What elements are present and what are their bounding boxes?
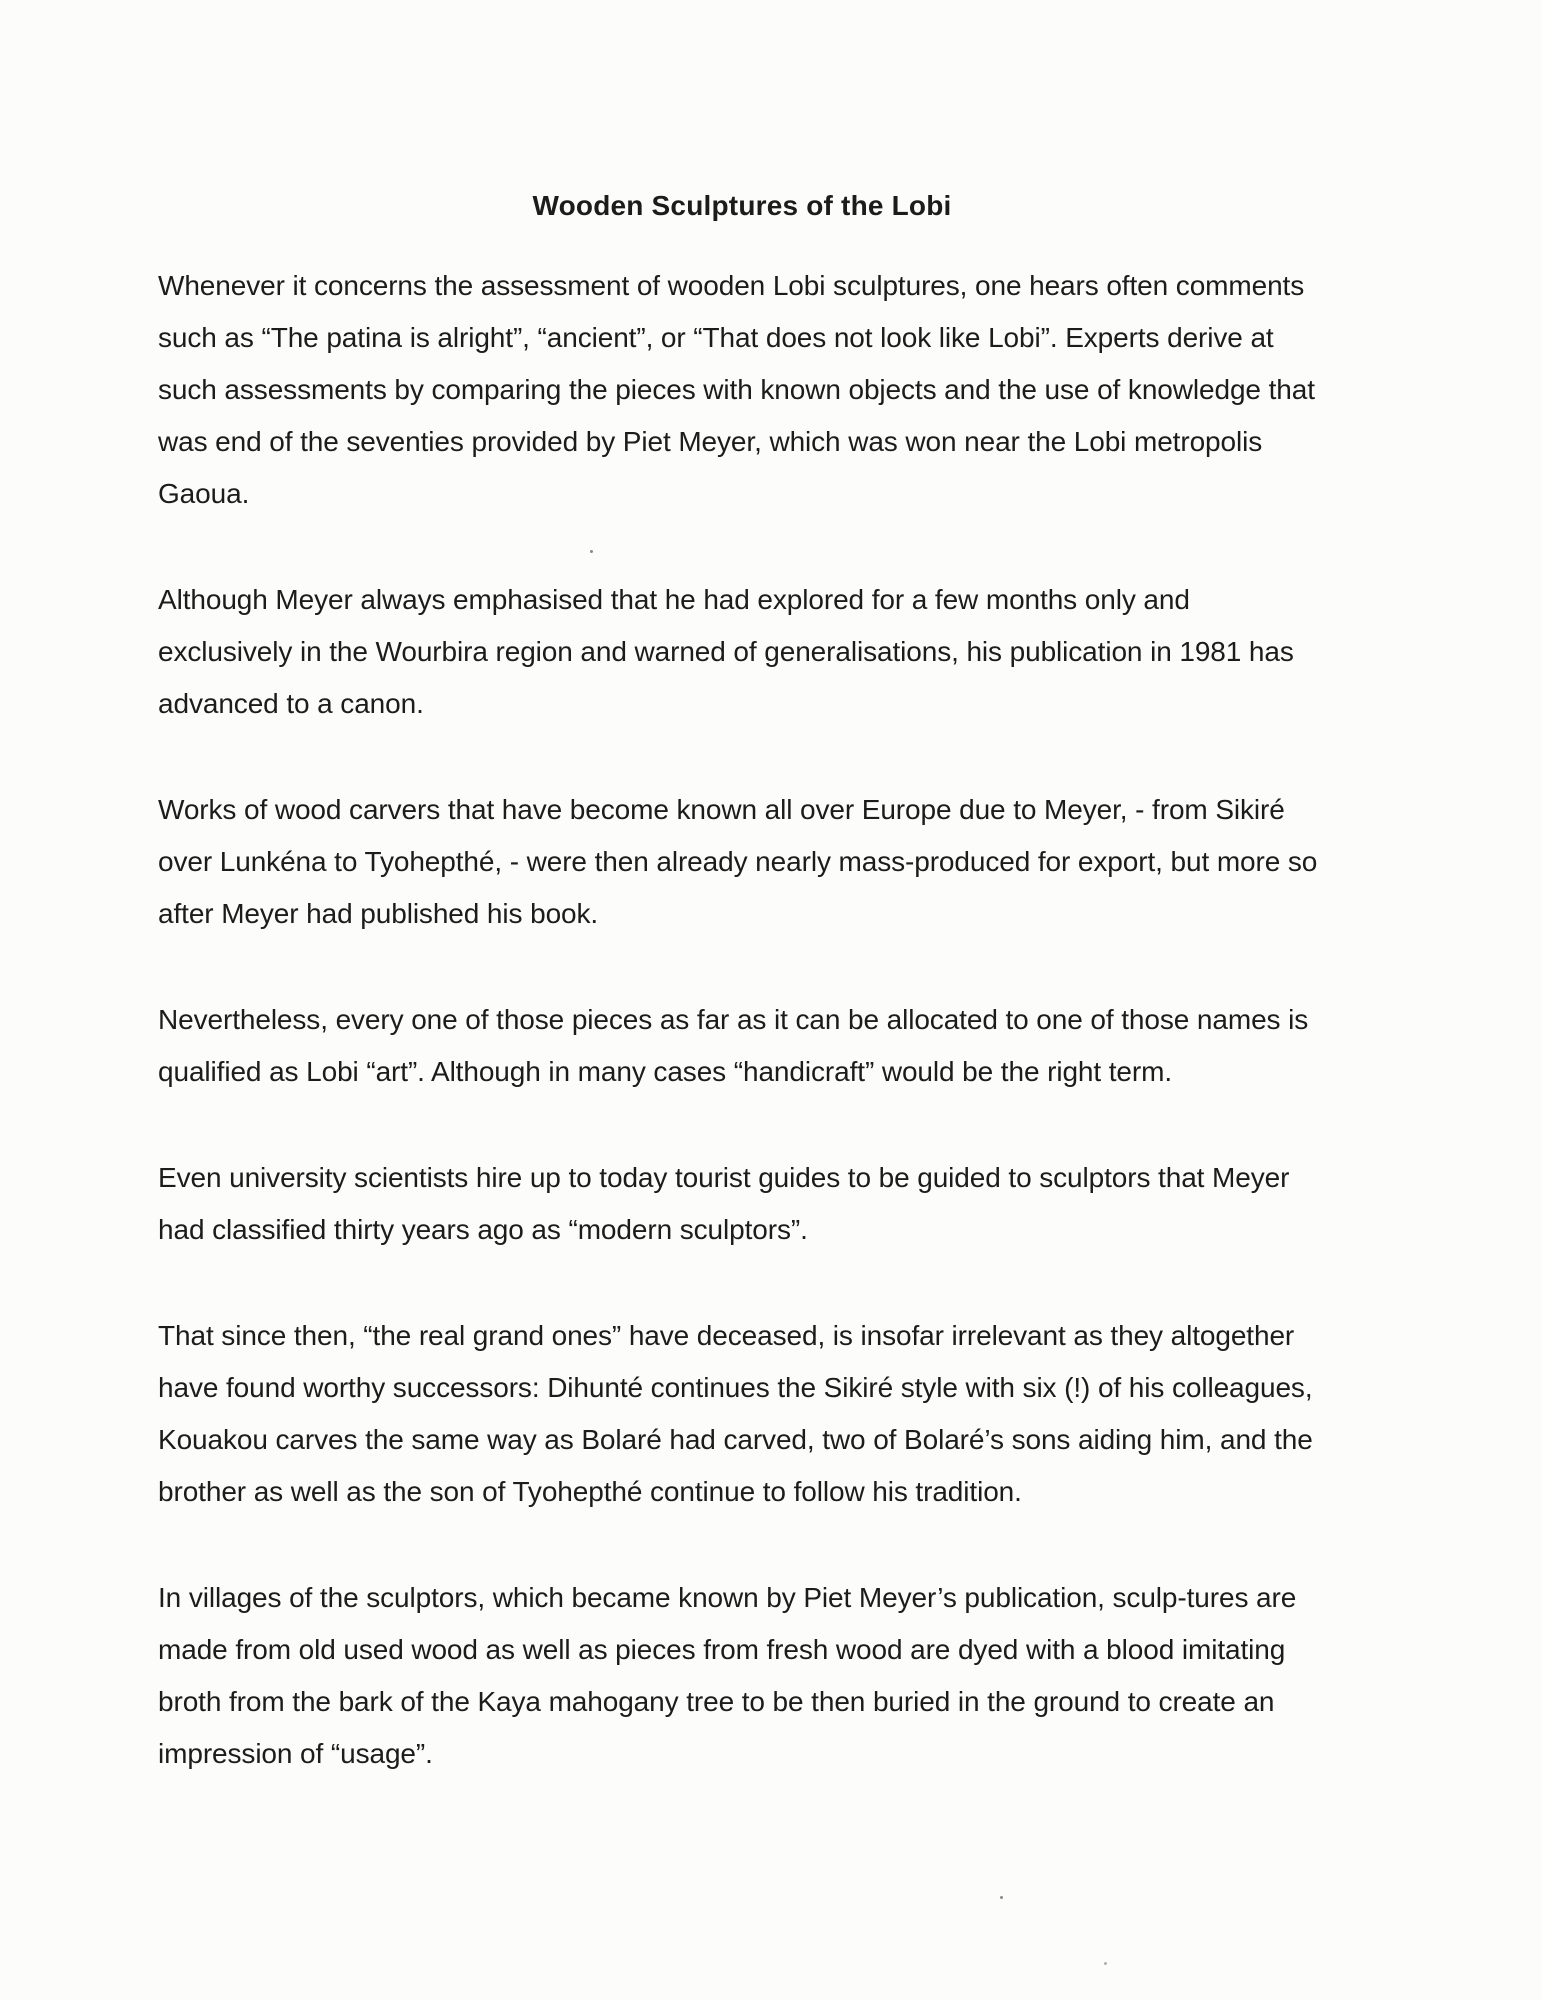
paragraph-6: That since then, “the real grand ones” have deceased, is insofar irrelevant as they altogether have found worthy successors: Dihunté continues the Sikiré style with six (!) of his colleagues, Kouakou carves the same way as Bolaré had carved, two of Bolaré’s sons aiding him, and the brother as well as the son of Tyohepthé continue to follow his tradition.: [158, 1320, 1313, 1507]
paragraph-1: Whenever it concerns the assessment of wooden Lobi sculptures, one hears often comments such as “The patina is alright”, “ancient”, or “That does not look like Lobi”. Experts derive at such assessments by comparing the pieces with known objects and the use of knowledge that was end of the seventies provided by Piet Meyer, which was won near the Lobi metropolis Gaoua.: [158, 270, 1315, 509]
paragraph-2: Although Meyer always emphasised that he had explored for a few months only and exclusively in the Wourbira region and warned of generalisations, his publication in 1981 has advanced to a canon.: [158, 584, 1294, 719]
scan-speck: [1104, 1962, 1107, 1965]
scan-speck: [1000, 1896, 1003, 1899]
paragraph-5: Even university scientists hire up to today tourist guides to be guided to sculptors that Meyer had classified thirty years ago as “modern sculptors”.: [158, 1162, 1290, 1245]
document-title: Wooden Sculptures of the Lobi: [532, 190, 952, 221]
paragraph-4: Nevertheless, every one of those pieces as far as it can be allocated to one of those names is qualified as Lobi “art”. Although in many cases “handicraft” would be the right term.: [158, 1004, 1309, 1087]
paragraph-3: Works of wood carvers that have become known all over Europe due to Meyer, - from Sikiré over Lunkéna to Tyohepthé, - were then already nearly mass-produced for export, but more so after Meyer had published his book.: [158, 794, 1318, 929]
paragraph-7: In villages of the sculptors, which became known by Piet Meyer’s publication, sculp-tures are made from old used wood as well as pieces from fresh wood are dyed with a blood imitating broth from the bark of the Kaya mahogany tree to be then buried in the ground to create an impression of “usage”.: [158, 1582, 1297, 1769]
scan-speck: [590, 550, 593, 553]
